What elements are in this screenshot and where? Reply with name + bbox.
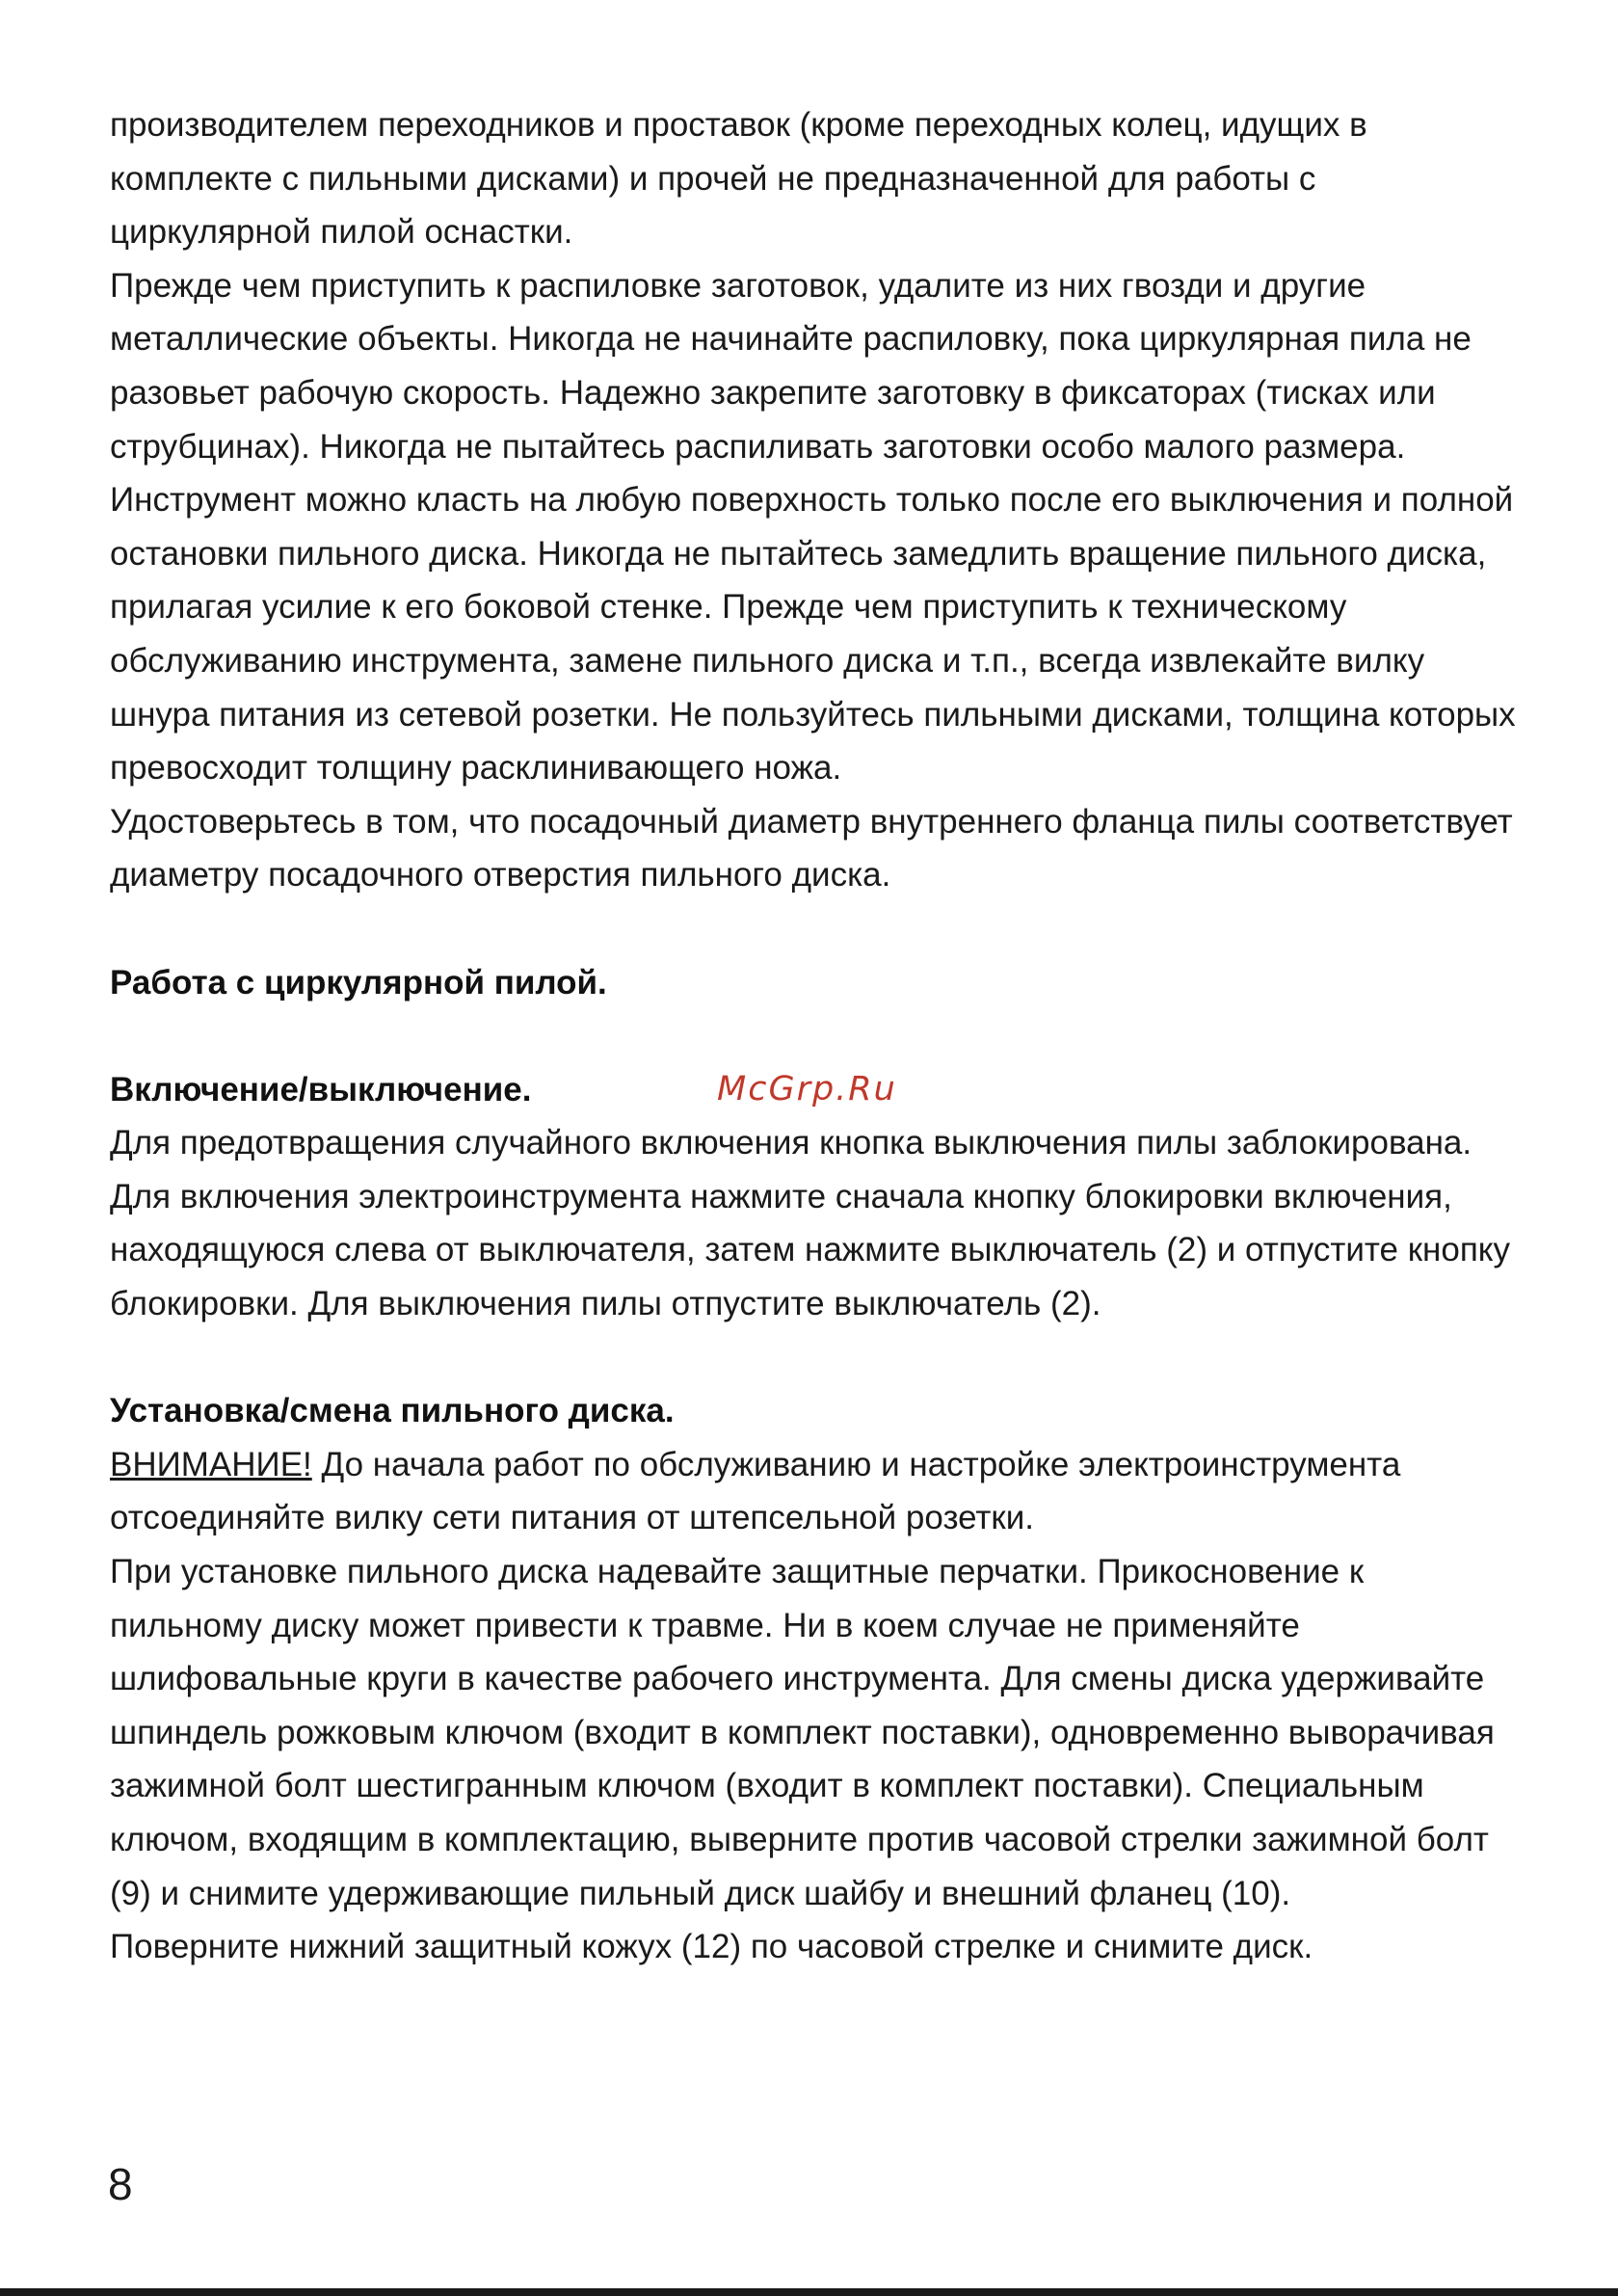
bottom-divider [0, 2288, 1618, 2296]
section-heading-working: Работа с циркулярной пилой. [110, 963, 607, 1001]
warning-label: ВНИМАНИЕ! [110, 1445, 312, 1483]
paragraph-flange-diameter: Удостоверьтесь в том, что посадочный диаметр внутреннего фланца пилы соответствует диаметру посадочного отверстия пильного диска. [110, 802, 1513, 894]
warning-text: До начала работ по обслуживанию и настройке электроинструмента отсоединяйте вилку сети питания от штепсельной розетки. [110, 1445, 1401, 1537]
document-body [110, 98, 1517, 1974]
paragraph-before-sawing: Прежде чем приступить к распиловке заготовок, удалите из них гвозди и другие металлические объекты. Никогда не начинайте распиловку, пока циркулярная пила не разовьет рабочую скорость. Надежно закрепите заготовку в фиксаторах (тисках или струбцинах). Никогда не пытайтесь распиливать заготовки особо малого размера. [110, 266, 1472, 466]
disc-heading: Установка/смена пильного диска. [110, 1392, 675, 1430]
page-number: 8 [108, 2159, 133, 2209]
warning-paragraph [110, 1438, 1517, 1545]
disc-paragraph-2: Поверните нижний защитный кожух (12) по часовой стрелке и снимите диск. [110, 1928, 1313, 1966]
spacer [110, 1009, 1517, 1063]
watermark-text: McGrp.Ru [717, 1069, 897, 1108]
switch-heading-row [110, 1063, 1517, 1117]
paragraph-adapters: производителем переходников и проставок (кроме переходных колец, идущих в комплекте с пильными дисками) и прочей не предназначенной для работы с циркулярной пилой оснастки. [110, 106, 1367, 252]
spacer [110, 1331, 1517, 1385]
switch-heading: Включение/выключение. [110, 1070, 532, 1108]
spacer [110, 902, 1517, 956]
switch-paragraph: Для предотвращения случайного включения кнопка выключения пилы заблокирована. Для включения электроинструмента нажмите сначала кнопку блокировки включения, находящуюся слева от выключателя, затем нажмите выключатель (2) и отпустите кнопку блокировки. Для выключения пилы отпустите выключатель (2). [110, 1124, 1510, 1323]
paragraph-placing-tool: Инструмент можно класть на любую поверхность только после его выключения и полной остановки пильного диска. Никогда не пытайтесь замедлить вращение пильного диска, прилагая усилие к его боковой стенке. Прежде чем приступить к техническому обслуживанию инструмента, замене пильного диска и т.п., всегда извлекайте вилку шнура питания из сетевой розетки. Не пользуйтесь пильными дисками, толщина которых превосходит толщину расклинивающего ножа. [110, 481, 1516, 788]
disc-paragraph-1: При установке пильного диска надевайте защитные перчатки. Прикосновение к пильному диску может привести к травме. Ни в коем случае не применяйте шлифовальные круги в качестве рабочего инструмента. Для смены диска удерживайте шпиндель рожковым ключом (входит в комплект поставки), одновременно выворачивая зажимной болт шестигранным ключом (входит в комплект поставки). Специальным ключом, входящим в комплектацию, выверните против часовой стрелки зажимной болт (9) и снимите удерживающие пильный диск шайбу и внешний фланец (10). [110, 1553, 1495, 1912]
